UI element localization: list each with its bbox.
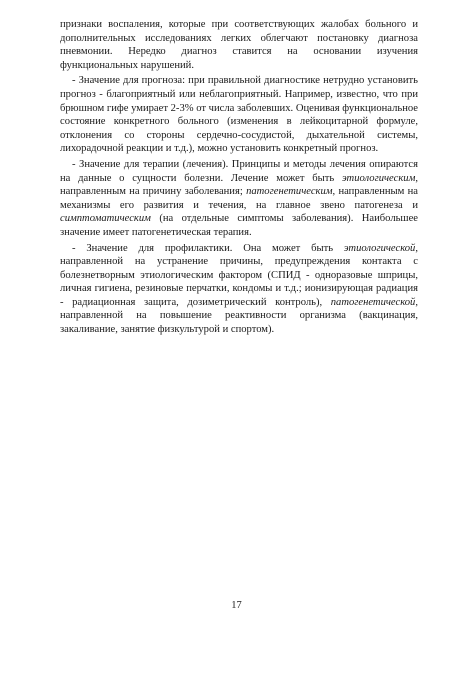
therapy-etiological-term: этиологическим	[342, 172, 416, 184]
therapy-text-2: , направленным на причину заболевания;	[60, 172, 418, 198]
prevention-text-3: , направленной на повышение реактивности организма (вакцинация, закаливание, занятие физкультурой и спортом).	[60, 296, 418, 336]
prevention-text-2: , направленной на устранение причины, предупреждения контакта с болезнетворным этиологическим фактором (СПИД - одноразовые шприцы, личная гигиена, резиновые перчатки, кондомы и т.д.; ионизирующая радиация - радиационная защита, дозиметрический контроль),	[60, 242, 418, 308]
therapy-text-4: (на отдельные симптомы заболевания). Наибольшее значение имеет патогенетическая терапия.	[60, 213, 418, 238]
therapy-pathogenetic-term: патогенетическим	[246, 186, 333, 198]
prevention-etiological-term: этиологической	[343, 242, 416, 254]
prevention-pathogenetic-term: патогенетической	[330, 296, 416, 308]
paragraph-prognosis	[60, 74, 418, 156]
therapy-text-3: , направленным на механизмы его развития и течения, на главное звено патогенеза и	[60, 186, 418, 211]
intro-text: признаки воспаления, которые при соответствующих жалобах больного и дополнительных исследованиях легких облегчают постановку диагноза пневмонии. Нередко диагноз ставится на основании изучения функциональных нарушений.	[60, 19, 418, 71]
prognosis-text: - Значение для прогноза: при правильной диагностике нетрудно установить прогноз - благоприятный или неблагоприятный. Например, известно, что при брюшном гифе умирает 2-3% от числа заболевших. Оценивая функциональное состояние конкретного больного (изменения в лейкоцитарной формуле, отклонения со стороны сердечно-сосудистой, дыхательной системы, лихорадочной реакции и т.д.), можно установить конкретный прогноз.	[60, 75, 418, 155]
body-text	[60, 18, 418, 339]
therapy-symptomatic-term: симптоматическим	[60, 213, 151, 225]
therapy-text-1: - Значение для терапии (лечения). Принципы и методы лечения опираются на данные о сущности болезни. Лечение может быть	[60, 158, 418, 184]
paragraph-intro	[60, 18, 418, 72]
page-number: 17	[231, 600, 242, 611]
paragraph-therapy	[60, 158, 418, 240]
paragraph-prevention	[60, 242, 418, 337]
prevention-text-1: - Значение для профилактики. Она может быть	[72, 242, 344, 254]
